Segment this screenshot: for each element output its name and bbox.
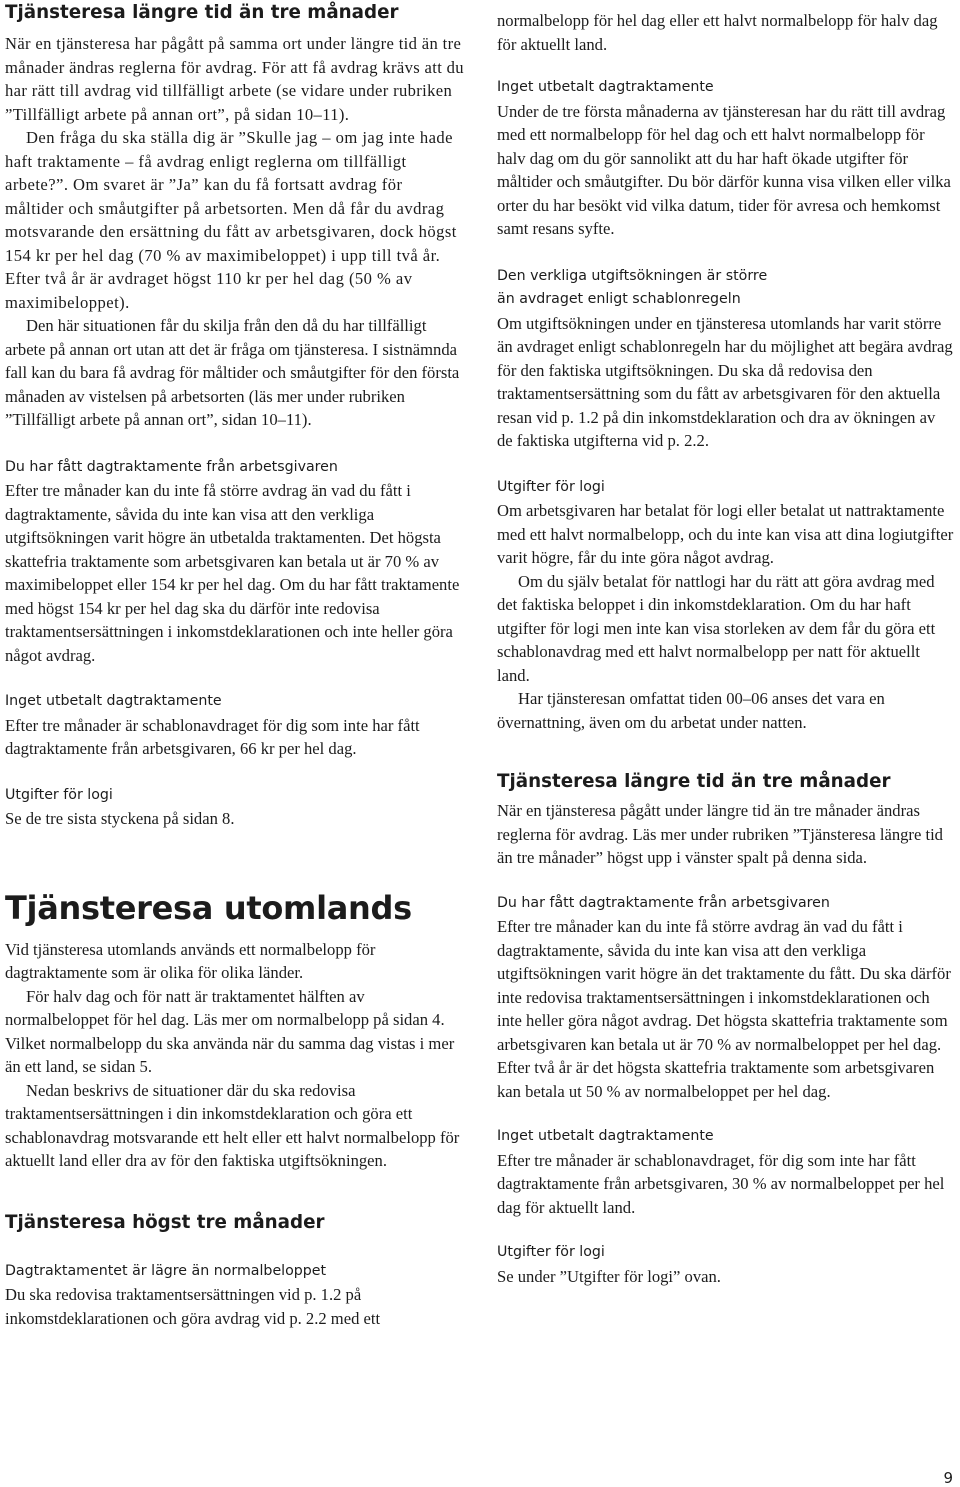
paragraph-three-months-1: När en tjänsteresa har pågått på samma ort under längre tid än tre månader ändras reglerna för avdrag. För att få avdrag krävs att du har rätt till avdrag vid tillfälligt arbete (se vidare under rubriken ”Tillfälligt arbete på annan ort”, på sidan 10–11). (5, 34, 464, 124)
heading-not-paid-2: Inget utbetalt dagtraktamente (497, 1128, 714, 1144)
heading-three-months: Tjänsteresa längre tid än tre månader (5, 2, 399, 23)
paragraph-abroad-1: Vid tjänsteresa utomlands används ett normalbelopp för dagtraktamente som är olika för olika länder. (5, 939, 376, 982)
paragraph-lodging-2b: Se under ”Utgifter för logi” ovan. (497, 1266, 721, 1286)
heading-max-three: Tjänsteresa högst tre månader (5, 1211, 325, 1233)
heading-lodging-2: Utgifter för logi (497, 1244, 605, 1260)
paragraph-lodging: Se de tre sista styckena på sidan 8. (5, 809, 235, 828)
page-number: 9 (943, 1469, 953, 1487)
heading-actual-increase-line-1: Den verkliga utgiftsökningen är större (497, 267, 768, 284)
paragraph-from-employer: Efter tre månader kan du inte få större avdrag än vad du fått i dagtraktamente, såvida du inte kan visa att den verkliga utgiftsökningen varit högre än det traktamente du fått. Du ska därför inte redovisa traktamentsersättningen i inkomstdeklarationen och inte heller göra något avdrag. Det högsta skattefria traktamente som arbetsgivaren kan betala ut är 70 % av normalbeloppet per hel dag. Efter två år är det högsta skattefria traktamente som arbetsgivaren kan betala ut 50 % av normalbeloppet per hel dag. (497, 917, 951, 1101)
heading-actual-increase-line-2: än avdraget enligt schablonregeln (497, 291, 741, 307)
heading-lodging: Utgifter för logi (5, 786, 113, 803)
heading-lodging: Utgifter för logi (497, 478, 605, 495)
heading-lower-than-normal: Dagtraktamentet är lägre än normalbeloppet (5, 1262, 327, 1279)
paragraph-three-months-3: Den här situationen får du skilja från den då du har tillfälligt arbete på annan ort utan att det är fråga om tjänsteresa. I sistnämnda fall kan du bara få avdrag för måltider och småutgifter för den första månaden av vistelsen på arbetsorten (läs mer under rubriken ”Tillfälligt arbete på annan ort”, sidan 10–11). (5, 316, 460, 429)
paragraph-lodging-3: Har tjänsteresan omfattat tiden 00–06 anses det vara en övernattning, även om du arbetat under natten. (497, 689, 885, 732)
paragraph-abroad-2: För halv dag och för natt är traktamentet hälften av normalbeloppet för hel dag. Läs mer om normalbelopp på sidan 4. Vilket normalbelopp du ska använda när du samma dag vistas i mer än ett land, se sidan 5. (5, 986, 455, 1076)
paragraph-lower-than-normal: Du ska redovisa traktamentsersättningen vid p. 1.2 på inkomstdeklarationen och göra avdrag vid p. 2.2 med ett (5, 1285, 381, 1328)
paragraph-not-paid: Efter tre månader är schablonavdraget för dig som inte har fått dagtraktamente från arbetsgivaren, 66 kr per hel dag. (5, 715, 420, 758)
heading-not-paid: Inget utbetalt dagtraktamente (497, 79, 714, 95)
paragraph-three-months: När en tjänsteresa pågått under längre tid än tre månader ändras reglerna för avdrag. Läs mer under rubriken ”Tjänsteresa längre tid än tre månader” högst upp i vänster spalt på denna sida. (497, 801, 943, 867)
heading-not-paid: Inget utbetalt dagtraktamente (5, 693, 222, 709)
paragraph-lodging-1: Om arbetsgivaren har betalat för logi eller betalat ut nattraktamente med ett halvt normalbelopp, och du inte kan visa att dina logiutgifter varit högre, får du inte göra något avdrag. (497, 501, 954, 567)
paragraph-actual-increase: Om utgiftsökningen under en tjänsteresa utomlands har varit större än avdraget enligt schablonregeln har du möjlighet att begära avdrag för den faktiska utgiftsökningen. Du ska då redovisa den traktamentsersättning som du fått av arbetsgivaren för den aktuella resan vid p. 1.2 på din inkomstdeklaration och dra av ökningen av de faktiska utgifterna vid p. 2.2. (497, 313, 953, 450)
heading-from-employer: Du har fått dagtraktamente från arbetsgivaren (497, 894, 830, 911)
heading-from-employer: Du har fått dagtraktamente från arbetsgivaren (5, 458, 338, 475)
paragraph-from-employer: Efter tre månader kan du inte få större avdrag än vad du fått i dagtraktamente, såvida du inte kan visa att den verkliga utgiftsökningen varit högre än utbetalda traktamenten. Det högsta skattefria traktamente som arbetsgivaren kan betala ut är 70 % av maximibeloppet eller 154 kr per hel dag. Om du har fått traktamente med högst 154 kr per hel dag ska du därför inte redovisa traktamentsersättningen i inkomstdeklarationen och inte heller göra något avdrag. (5, 481, 460, 665)
heading-abroad: Tjänsteresa utomlands (5, 888, 412, 927)
right-column (497, 0, 955, 1288)
paragraph-abroad-3: Nedan beskrivs de situationer där du ska redovisa traktamentsersättningen i din inkomstdeklaration och göra ett schablonavdrag motsvarande ett helt eller ett halvt normalbelopp för aktuellt land eller dra av för den faktiska utgiftsökningen. (5, 1080, 460, 1170)
paragraph-lodging-2: Om du själv betalat för nattlogi har du rätt att göra avdrag med det faktiska beloppet i din inkomstdeklaration. Om du har haft utgifter för logi men inte kan visa storleken av dem får du göra ett schablonavdrag med ett halvt normalbelopp per natt för aktuellt land. (497, 571, 936, 685)
left-column (5, 0, 465, 1330)
paragraph-not-paid: Under de tre första månaderna av tjänsteresan har du rätt till avdrag med ett normalbelopp för hel dag och ett halvt normalbelopp för halv dag om du gör sannolikt att du har haft ökade utgifter för måltider och småutgifter. Du bör därför kunna visa vilken eller vilka orter du har besökt vid vilka datum, tider för avresa och hemkomst samt resans syfte. (497, 101, 951, 238)
heading-three-months: Tjänsteresa längre tid än tre månader (497, 771, 891, 792)
paragraph-continued: normalbelopp för hel dag eller ett halvt normalbelopp för halv dag för aktuellt land. (497, 11, 938, 54)
paragraph-three-months-2: Den fråga du ska ställa dig är ”Skulle jag – om jag inte hade haft traktamente – få avdrag enligt reglerna om tillfälligt arbete?”. Om svaret är ”Ja” kan du få fortsatt avdrag för måltider och småutgifter på arbetsorten. Men då får du avdrag motsvarande den ersättning du fått av arbetsgivaren, dock högst 154 kr per hel dag (70 % av maximibeloppet) i upp till två år. Efter två år är avdraget högst 110 kr per hel dag (50 % av maximibeloppet). (5, 128, 457, 312)
paragraph-not-paid-2: Efter tre månader är schablonavdraget, för dig som inte har fått dagtraktamente från arbetsgivaren, 30 % av normalbeloppet per hel dag för aktuellt land. (497, 1150, 945, 1217)
